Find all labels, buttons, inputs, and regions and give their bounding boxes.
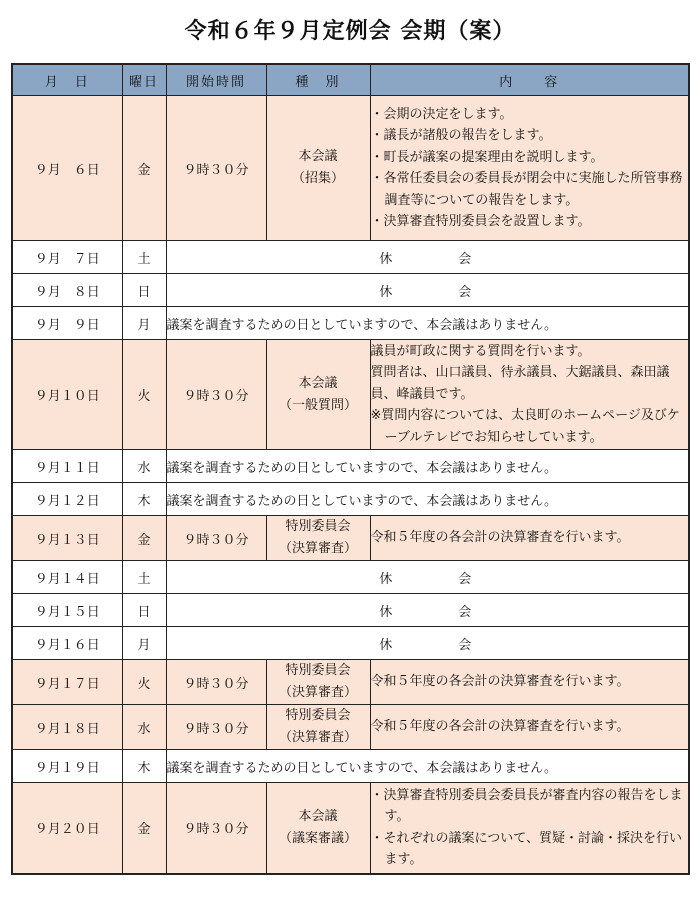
type-label: 本会議 [298,375,338,391]
type-cell [266,705,370,750]
type-cell [266,660,370,705]
recess-cell [166,627,689,660]
header-date: 月 日 [12,64,122,96]
date-cell: ９月１１日 [12,450,122,483]
time-cell: ９時３０分 [166,783,266,874]
table-row [12,450,689,483]
recess-cell [166,274,689,307]
header-row [12,64,689,96]
table-row [12,705,689,750]
notice-cell: 議案を調査するための日としていますので、本会議はありません。 [166,450,689,483]
date-cell: ９月１７日 [12,660,122,705]
date-cell: ９月１６日 [12,627,122,660]
time-cell: ９時３０分 [166,96,266,241]
day-cell: 金 [122,783,166,874]
content-line: 質問者は、山口議員、待永議員、大鋸議員、森田議員、峰議員です。 [370,365,670,402]
date-cell: ９月１２日 [12,483,122,516]
recess-text: 休 [379,637,397,653]
table-row [12,783,689,874]
date-cell: ９月 ７日 [12,241,122,274]
date-cell: ９月１５日 [12,594,122,627]
recess-text: 会 [458,571,476,587]
content-line: ・決算審査特別委員会を設置します。 [370,214,591,229]
date-cell: ９月１０日 [12,340,122,450]
day-cell: 土 [122,241,166,274]
day-cell: 木 [122,750,166,783]
date-cell: ９月１４日 [12,561,122,594]
recess-cell [166,561,689,594]
content-line: ・議長が諸般の報告をします。 [370,128,552,143]
table-row [12,274,689,307]
recess-text: 会 [458,604,476,620]
date-cell: ９月 ８日 [12,274,122,307]
time-cell: ９時３０分 [166,705,266,750]
table-row [12,561,689,594]
day-cell: 土 [122,561,166,594]
date-cell: ９月１８日 [12,705,122,750]
header-content: 内 容 [370,64,689,96]
header-day: 曜日 [122,64,166,96]
type-cell [266,340,370,450]
table-row [12,340,689,450]
date-cell: ９月 ９日 [12,307,122,340]
type-cell [266,783,370,874]
type-sub-label: （決算審査） [278,541,357,556]
content-cell: 令和５年度の各会計の決算審査を行います。 [370,660,689,705]
type-sub-label: （決算審査） [278,730,357,745]
recess-text: 会 [458,251,476,267]
type-sub-label: （決算審査） [278,685,357,700]
content-line: 議員が町政に関する質問を行います。 [370,343,591,359]
content-cell [370,96,689,241]
recess-text: 休 [379,251,397,267]
recess-text: 休 [379,284,397,300]
type-sub-label: （招集） [291,171,344,186]
type-label: 本会議 [298,808,338,824]
recess-text: 会 [458,637,476,653]
type-label: 本会議 [298,149,338,164]
content-line: ・会期の決定をします。 [370,106,513,122]
recess-text: 休 [379,604,397,620]
content-line: ・町長が議案の提案理由を説明します。 [370,149,604,165]
time-cell: ９時３０分 [166,340,266,450]
type-cell [266,516,370,561]
content-line: ・それぞれの議案について、質疑・討論・採決を行います。 [370,830,682,868]
content-line: ・各常任委員会の委員長が閉会中に実施した所管事務調査等についての報告をします。 [370,171,683,208]
table-row [12,594,689,627]
header-start-time: 開始時間 [166,64,266,96]
content-line: ・決算審査特別委員会委員長が審査内容の報告をします。 [370,787,683,825]
table-row [12,660,689,705]
notice-cell: 議案を調査するための日としていますので、本会議はありません。 [166,750,689,783]
page-title: 令和６年９月定例会 会期（案） [184,19,516,44]
recess-text: 会 [458,284,476,300]
header-type: 種 別 [266,64,370,96]
notice-cell: 議案を調査するための日としていますので、本会議はありません。 [166,483,689,516]
date-cell: ９月１３日 [12,516,122,561]
recess-cell [166,241,689,274]
day-cell: 水 [122,450,166,483]
table-row [12,516,689,561]
table-row [12,241,689,274]
day-cell: 金 [122,516,166,561]
table-row [12,750,689,783]
day-cell: 水 [122,705,166,750]
date-cell: ９月１９日 [12,750,122,783]
day-cell: 月 [122,307,166,340]
type-label: 特別委員会 [285,708,351,723]
type-sub-label: （議案審議） [278,830,357,846]
day-cell: 日 [122,594,166,627]
day-cell: 日 [122,274,166,307]
type-label: 特別委員会 [285,663,351,678]
recess-cell [166,594,689,627]
table-row [12,483,689,516]
day-cell: 木 [122,483,166,516]
date-cell: ９月２０日 [12,783,122,874]
day-cell: 火 [122,660,166,705]
day-cell: 月 [122,627,166,660]
date-cell: ９月 ６日 [12,96,122,241]
type-label: 特別委員会 [285,519,351,534]
table-row [12,627,689,660]
type-cell [266,96,370,241]
day-cell: 火 [122,340,166,450]
recess-text: 休 [379,571,397,587]
content-cell: 令和５年度の各会計の決算審査を行います。 [370,516,689,561]
day-cell: 金 [122,96,166,241]
table-row [12,96,689,241]
time-cell: ９時３０分 [166,516,266,561]
content-cell [370,783,689,874]
content-cell [370,340,689,450]
content-cell: 令和５年度の各会計の決算審査を行います。 [370,705,689,750]
content-line: ※質問内容については、太良町のホームページ及びケーブルテレビでお知らせしています。 [370,408,680,445]
table-row [12,307,689,340]
schedule-table [11,63,690,875]
type-sub-label: （一般質問） [278,397,357,413]
notice-cell: 議案を調査するための日としていますので、本会議はありません。 [166,307,689,340]
time-cell: ９時３０分 [166,660,266,705]
